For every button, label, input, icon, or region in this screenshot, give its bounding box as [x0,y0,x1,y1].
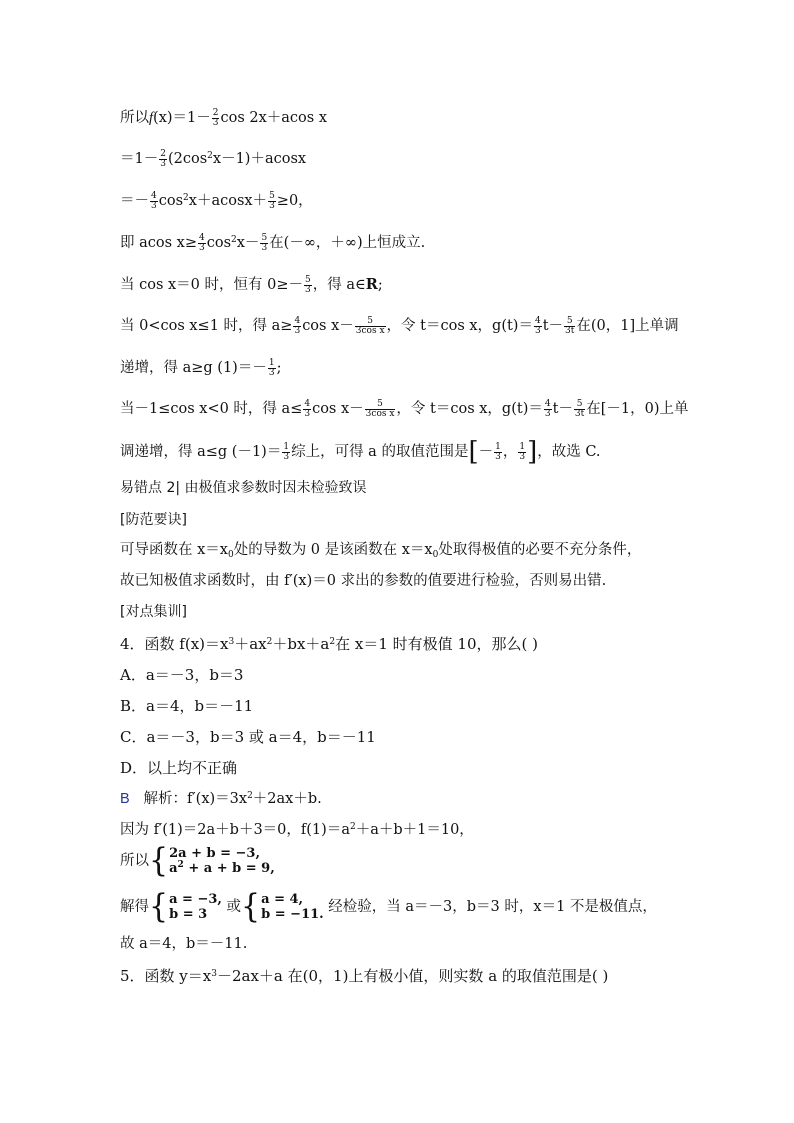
text: 5．函数 y＝x [120,967,212,985]
fraction [282,443,290,462]
numerator: 2 [212,107,219,118]
text: 调递增，得 a≤g (－1)＝ [120,444,282,460]
equation-system [169,846,275,876]
text: 在(0，1]上单调 [576,318,679,334]
denominator: 3 [160,158,166,169]
denominator: 3 [261,242,268,253]
denominator: 3cos x [355,325,385,336]
text: ＋bx＋a [272,635,330,653]
text: ＋a＋b＋1＝10， [355,822,474,838]
question-5 [120,966,608,986]
analysis-line-4: 故 a＝4，b＝－11. [120,936,248,952]
text: ，令 t＝cos x，g(t)＝ [396,401,543,417]
solution-line-4 [120,233,425,253]
superscript: 2 [207,151,213,161]
text: (2cos [167,151,208,167]
denominator: 3t [565,325,575,336]
text: t－ [552,401,573,417]
tip-line-2: 故已知极值求函数时，由 f′(x)＝0 求出的参数的值要进行检验，否则易出错. [120,573,607,589]
superscript: 2 [247,791,253,801]
text: 处的导数为 0 是该函数在 x＝x [233,542,433,558]
equation: a = −3, [169,892,222,907]
solution-line-2 [120,149,306,169]
text: 经检验，当 a＝－3，b＝3 时，x＝1 不是极值点， [328,899,657,915]
text: 解析：f′(x)＝3x [143,791,248,807]
numerator: 5 [305,274,311,285]
equation-system [261,892,324,922]
denominator: 3 [534,325,541,336]
text: －2ax＋a 在(0，1)上有极小值，则实数 a 的取值范围是( ) [216,967,609,985]
text: 当 0<cos x≤1 时，得 a≥ [120,318,293,334]
text: ，故选 C. [537,444,601,460]
denominator: 3 [519,451,526,462]
numerator: 5 [269,190,275,201]
numerator: 5 [574,400,585,410]
denominator: 3 [198,242,205,253]
superscript: 2 [329,637,336,647]
solution-line-7 [120,358,281,378]
superscript: 3 [211,969,217,979]
solution-line-1 [120,108,327,128]
text: ≥0， [276,193,313,209]
numerator: 4 [151,190,157,201]
fraction [268,359,276,378]
denominator: 3t [574,408,585,419]
text: ，令 t＝cos x，g(t)＝ [386,318,533,334]
text: x－1)＋acosx [212,151,307,167]
numerator: 5 [365,400,396,410]
fraction [159,150,167,169]
right-bracket: ] [527,437,538,467]
superscript: 2 [177,860,184,870]
text: 或 [226,899,242,915]
text: f [149,110,154,126]
fraction [304,276,312,295]
left-bracket: [ [468,437,479,467]
text: 所以 [120,853,149,869]
solution-line-8 [120,399,689,419]
text: ＋ax [234,635,267,653]
numerator: 4 [294,315,301,326]
text: cos x－ [312,401,364,417]
fraction [268,192,276,211]
equation: a = 4, [261,892,304,907]
denominator: 3 [294,325,301,336]
minus-sign: － [478,444,494,460]
text: ＝1－ [120,151,159,167]
superscript: 2 [183,193,189,203]
equation [169,861,275,876]
text: 可导函数在 x＝x [120,542,228,558]
superscript: 2 [231,235,237,245]
denominator: 3 [304,408,311,419]
text: R [365,276,378,293]
subscript: 0 [227,550,234,560]
option-c: C．a＝－3，b＝3 或 a＝4，b＝－11 [120,728,376,746]
fraction [544,400,552,419]
fraction [365,400,396,419]
denominator: 3 [495,451,501,462]
equation: b = −11. [261,907,324,922]
text: cos 2x＋acos x [220,110,328,126]
left-brace: { [149,841,169,880]
text: 综上，可得 a 的取值范围是 [291,444,469,460]
numerator: 5 [261,232,268,243]
text: 当－1≤cos x<0 时，得 a≤ [120,401,303,417]
text: 所以 [120,110,149,126]
denominator: 3 [212,117,219,128]
text: 当 cos x＝0 时，恒有 0≥－ [120,277,304,293]
numerator: 5 [355,317,386,327]
denominator: 3 [544,408,551,419]
text: ，得 a∈ [312,277,366,293]
fraction [212,109,220,128]
text: 在(－∞，＋∞)上恒成立. [269,235,426,251]
text: x－ [236,235,260,251]
numerator: 4 [534,315,541,326]
equation: b = 3 [169,907,208,922]
numerator: 4 [304,398,311,409]
comma: ， [502,444,518,460]
fraction [198,234,206,253]
numerator: 1 [495,441,501,452]
fraction [518,443,526,462]
option-d: D．以上均不正确 [120,759,238,777]
numerator: 1 [283,441,290,452]
text: a [169,861,178,876]
fraction [293,317,301,336]
denominator: 3cos x [365,408,395,419]
subsection-heading: [对点集训] [120,604,187,620]
text: x＋acosx＋ [188,193,268,209]
fraction [303,400,311,419]
text: ; [276,360,282,376]
analysis-line-1 [120,820,474,840]
solution-line-9 [120,439,601,465]
denominator: 3 [269,200,275,211]
subsection-heading: [防范要诀] [120,512,187,528]
denominator: 3 [151,200,157,211]
numerator: 4 [544,398,551,409]
text: cos x－ [302,318,354,334]
analysis-line-3 [120,887,657,926]
numerator: 4 [198,232,205,243]
superscript: 3 [228,637,235,647]
text: ; [377,277,383,293]
section-heading: 易错点 2| 由极值求参数时因未检验致误 [120,480,367,496]
text: 解得 [120,899,149,915]
superscript: 2 [349,822,356,832]
text: 在 x＝1 时有极值 10，那么( ) [335,635,538,653]
denominator: 3 [268,367,275,378]
text: 处取得极值的必要不充分条件， [438,542,642,558]
fraction [534,317,542,336]
subscript: 0 [432,550,439,560]
text: (x)＝1－ [153,110,211,126]
text: 4．函数 f(x)＝x [120,635,229,653]
solution-line-3 [120,191,313,211]
denominator: 3 [305,284,311,295]
equation: 2a + b = −3, [169,846,261,861]
text: cos [158,193,184,209]
text: t－ [542,318,564,334]
denominator: 3 [283,451,290,462]
numerator: 1 [268,357,275,368]
fraction [494,443,502,462]
text: 递增，得 a≥g (1)＝－ [120,360,267,376]
text: cos [206,235,232,251]
text: + a + b = 9, [183,861,275,876]
question-4 [120,634,538,654]
superscript: 2 [266,637,273,647]
solution-line-5 [120,275,383,295]
left-brace: { [149,887,169,926]
option-b: B．a＝4，b＝－11 [120,697,254,715]
numerator: 2 [160,148,166,159]
option-a: A．a＝－3，b＝3 [120,666,244,684]
fraction [355,317,386,336]
numerator: 1 [519,441,526,452]
left-brace: { [241,887,261,926]
analysis-line-2 [120,841,275,880]
equation-system [169,892,222,922]
solution-line-6 [120,316,679,336]
fraction [260,234,268,253]
fraction [150,192,158,211]
text: ＋2ax＋b. [252,791,322,807]
text: ＝－ [120,193,149,209]
numerator: 5 [564,317,575,327]
fraction [564,317,575,336]
answer-letter: B [120,791,130,807]
text: 因为 f′(1)＝2a＋b＋3＝0，f(1)＝a [120,822,350,838]
answer-line [120,789,322,809]
text: 在[－1，0)上单 [586,401,689,417]
text: 即 acos x≥ [120,235,197,251]
tip-line-1 [120,540,641,560]
fraction [574,400,585,419]
